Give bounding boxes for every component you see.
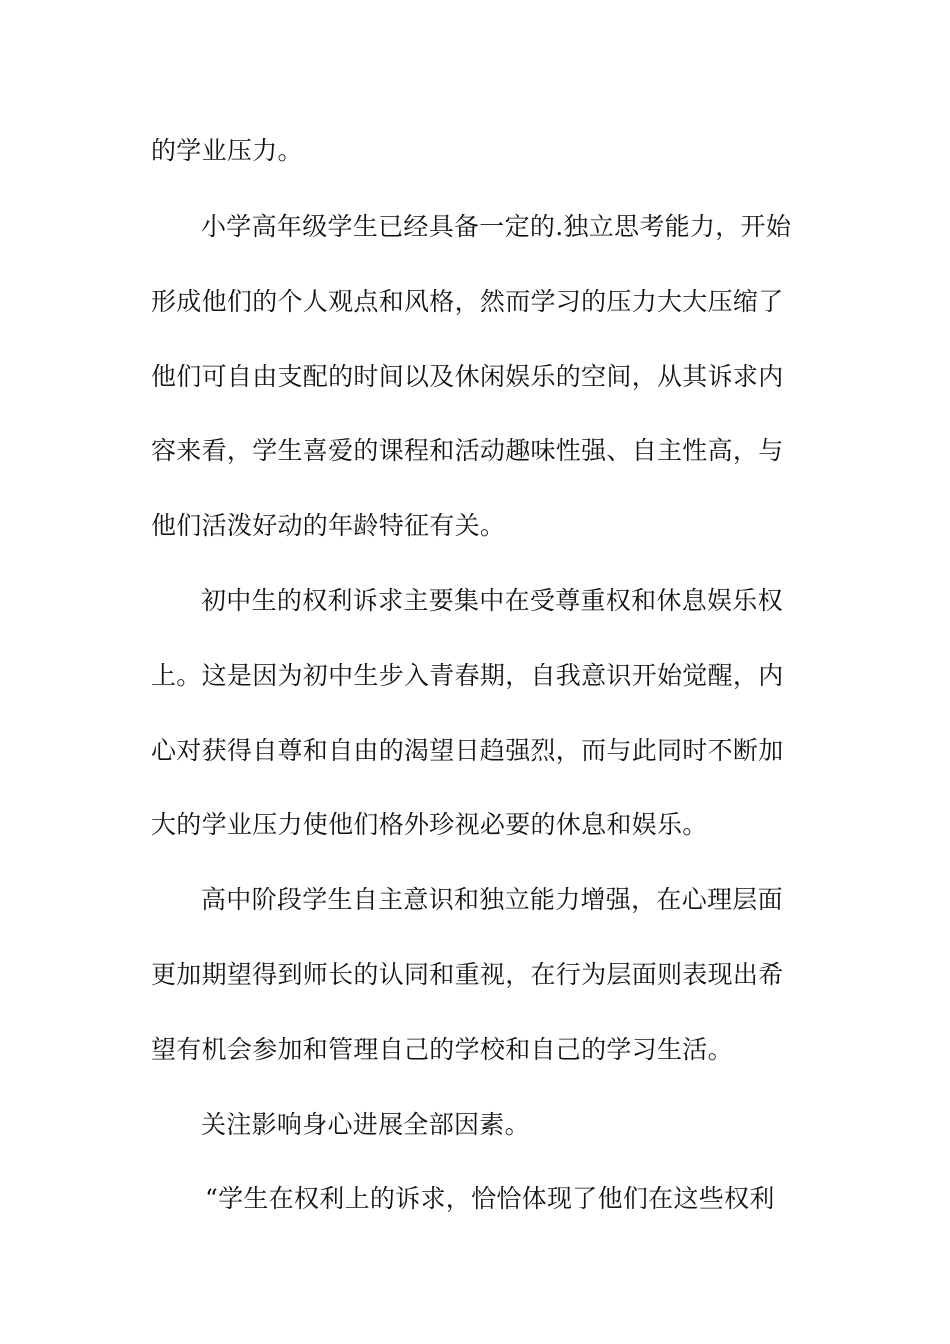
text-line: 关注影响身心进展全部因素。	[201, 1110, 530, 1139]
text-line: 容来看，学生喜爱的课程和活动趣味性强、自主性高，与	[151, 436, 784, 465]
text-line: “学生在权利上的诉求，恰恰体现了他们在这些权利	[205, 1184, 775, 1213]
text-line: 大的学业压力使他们格外珍视必要的休息和娱乐。	[151, 810, 708, 839]
text-line: 上。这是因为初中生步入青春期，自我意识开始觉醒，内	[151, 661, 784, 690]
text-line: 他们活泼好动的年龄特征有关。	[151, 511, 506, 540]
text-line: 的学业压力。	[151, 136, 303, 165]
text-line: 他们可自由支配的时间以及休闲娱乐的空间，从其诉求内	[151, 362, 784, 391]
text-line: 心对获得自尊和自由的渴望日趋强烈，而与此同时不断加	[151, 736, 784, 765]
text-line: 初中生的权利诉求主要集中在受尊重权和休息娱乐权	[201, 586, 783, 615]
text-line: 小学高年级学生已经具备一定的.独立思考能力，开始	[201, 212, 792, 241]
text-line: 更加期望得到师长的认同和重视，在行为层面则表现出希	[151, 960, 784, 989]
text-line: 形成他们的个人观点和风格，然而学习的压力大大压缩了	[151, 287, 784, 316]
text-line: 望有机会参加和管理自己的学校和自己的学习生活。	[151, 1035, 733, 1064]
text-line: 高中阶段学生自主意识和独立能力增强，在心理层面	[201, 885, 783, 914]
